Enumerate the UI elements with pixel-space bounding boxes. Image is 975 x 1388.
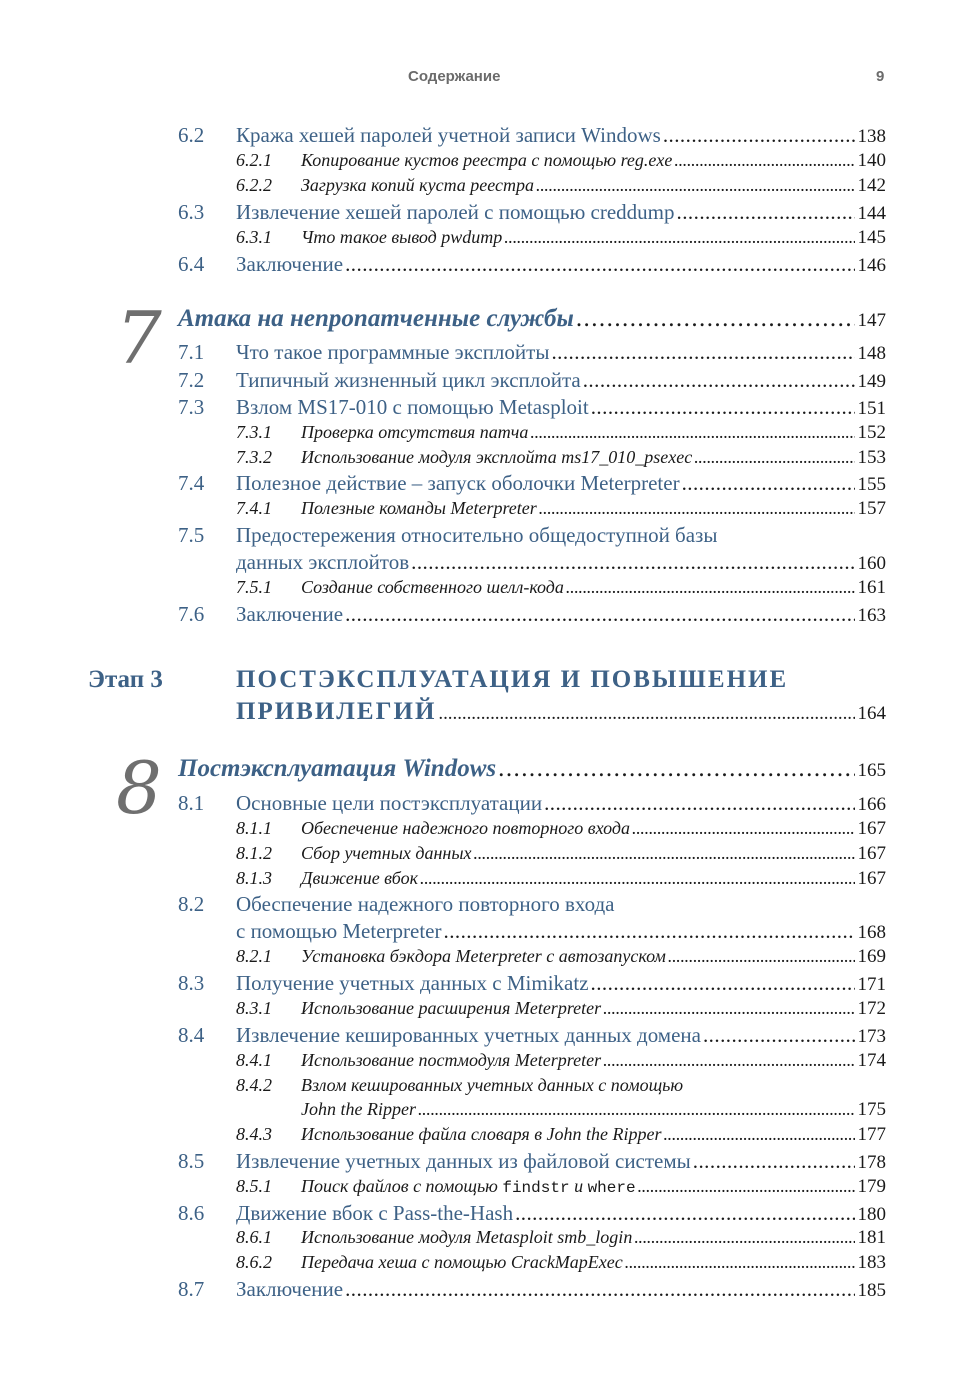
toc-title: Полезные команды Meterpreter: [301, 498, 537, 518]
toc-number: 8.4: [178, 1023, 205, 1047]
toc-number: 8.6.2: [236, 1252, 272, 1272]
toc-entry-8-2[interactable]: [236, 919, 886, 944]
toc-page: 148: [857, 343, 886, 364]
dot-leader: [539, 498, 855, 519]
toc-number: 8.3: [178, 971, 205, 995]
dot-leader: [530, 422, 854, 443]
toc-page: 168: [857, 922, 886, 943]
toc-entry-8-4-2[interactable]: [301, 1099, 886, 1121]
toc-number: 8.2.1: [236, 946, 272, 966]
toc-title: Обеспечение надежного повторного входа: [236, 892, 615, 916]
toc-number: 6.3.1: [236, 227, 272, 247]
toc-page: 177: [857, 1124, 886, 1145]
toc-number: 8.6.1: [236, 1227, 272, 1247]
toc-entry-7-4[interactable]: [178, 471, 886, 496]
dot-leader: [663, 123, 855, 148]
toc-entry-6-3-1[interactable]: [236, 227, 886, 249]
toc-number: 8.5: [178, 1149, 205, 1173]
toc-entry-8-2-line1[interactable]: [178, 892, 615, 917]
toc-entry-8-4-1[interactable]: [236, 1050, 886, 1072]
toc-title: Извлечение хешей паролей с помощью creddump: [236, 200, 675, 224]
toc-entry-8-3-1[interactable]: [236, 998, 886, 1020]
toc-number: 8.1.1: [236, 818, 272, 838]
toc-number: 7.3.1: [236, 422, 272, 442]
toc-entry-8-3[interactable]: [178, 971, 886, 996]
toc-page: 144: [857, 203, 886, 224]
toc-title: Извлечение кешированных учетных данных домена: [236, 1023, 701, 1047]
toc-title: Создание собственного шелл-кода: [301, 577, 564, 597]
dot-leader: [345, 602, 854, 627]
dot-leader: [674, 150, 854, 171]
toc-entry-7-1[interactable]: [178, 340, 886, 365]
toc-page: 155: [857, 474, 886, 495]
dot-leader: [411, 550, 854, 575]
toc-title: Копирование кустов реестра с помощью reg.exe: [301, 150, 673, 170]
toc-title: Использование постмодуля Meterpreter: [301, 1050, 602, 1070]
dot-leader: [603, 1050, 854, 1071]
dot-leader: [515, 1201, 854, 1226]
toc-title: Заключение: [236, 602, 344, 626]
dot-leader: [498, 755, 854, 783]
toc-entry-6-2-2[interactable]: [236, 175, 886, 197]
dot-leader: [504, 227, 854, 248]
toc-title: Использование модуля эксплойта ms17_010_psexec: [301, 447, 693, 467]
toc-number: 6.2.2: [236, 175, 272, 195]
dot-leader: [345, 252, 854, 277]
toc-number: 6.3: [178, 200, 205, 224]
toc-page: 142: [857, 175, 886, 196]
code-findstr: findstr: [502, 1179, 570, 1197]
toc-entry-8-1-3[interactable]: [236, 868, 886, 890]
toc-title: Использование расширения Meterpreter: [301, 998, 602, 1018]
toc-chapter-title: Атака на непропатченные службы: [178, 305, 574, 332]
dot-leader: [668, 946, 855, 967]
toc-page: 140: [857, 150, 886, 171]
toc-entry-7-3[interactable]: [178, 395, 886, 420]
toc-number: 7.3.2: [236, 447, 272, 467]
toc-number: 8.1.3: [236, 868, 272, 888]
toc-page: 160: [857, 553, 886, 574]
toc-page: 169: [857, 946, 886, 967]
toc-number: 8.3.1: [236, 998, 272, 1018]
dot-leader: [591, 395, 855, 420]
toc-entry-7-3-1[interactable]: [236, 422, 886, 444]
toc-page: 164: [857, 703, 886, 724]
toc-title-continued: с помощью Meterpreter: [236, 919, 442, 943]
toc-number: 7.5: [178, 523, 205, 547]
toc-entry-8-2-1[interactable]: [236, 946, 886, 968]
toc-title: Полезное действие – запуск оболочки Meterpreter: [236, 471, 680, 495]
toc-entry-6-4[interactable]: [178, 252, 886, 277]
toc-entry-8-1-2[interactable]: [236, 843, 886, 865]
toc-page: 165: [857, 760, 886, 781]
toc-page: 183: [857, 1252, 886, 1273]
toc-chapter-7[interactable]: [178, 305, 886, 333]
toc-entry-8-4-2-line1[interactable]: [236, 1075, 684, 1096]
dot-leader: [703, 1023, 855, 1048]
toc-page: 161: [857, 577, 886, 598]
toc-number: 7.6: [178, 602, 205, 626]
dot-leader: [663, 1124, 854, 1145]
toc-entry-7-5-line1[interactable]: [178, 523, 718, 548]
toc-number: 8.5.1: [236, 1176, 272, 1196]
toc-number: 8.4.2: [236, 1075, 272, 1095]
toc-page: 171: [857, 974, 886, 995]
toc-entry-7-6[interactable]: [178, 602, 886, 627]
toc-entry-8-6-2[interactable]: [236, 1252, 886, 1274]
toc-number: 7.2: [178, 368, 205, 392]
toc-page: 145: [857, 227, 886, 248]
dot-leader: [638, 1176, 855, 1197]
toc-number: 8.1: [178, 791, 205, 815]
toc-title: Загрузка копий куста реестра: [301, 175, 535, 195]
toc-title-continued: данных эксплойтов: [236, 550, 410, 574]
toc-page: 167: [857, 868, 886, 889]
toc-page: 174: [857, 1050, 886, 1071]
dot-leader: [536, 175, 854, 196]
toc-title: Передача хеша с помощью CrackMapExec: [301, 1252, 623, 1272]
dot-leader: [576, 305, 855, 333]
toc-page: 185: [857, 1280, 886, 1301]
toc-page: 179: [857, 1176, 886, 1197]
toc-page: 151: [857, 398, 886, 419]
toc-entry-6-2[interactable]: [178, 123, 886, 148]
toc-number: 7.4: [178, 471, 205, 495]
toc-number: 7.4.1: [236, 498, 272, 518]
dot-leader: [566, 577, 855, 598]
toc-entry-8-5-1[interactable]: [236, 1176, 886, 1198]
toc-title: Заключение: [236, 252, 344, 276]
toc-page: 167: [857, 818, 886, 839]
dot-leader: [544, 791, 854, 816]
dot-leader: [603, 998, 854, 1019]
toc-page: 152: [857, 422, 886, 443]
toc-number: 6.2.1: [236, 150, 272, 170]
toc-title: Движение вбок: [301, 868, 418, 888]
toc-entry-8-1[interactable]: [178, 791, 886, 816]
dot-leader: [682, 471, 855, 496]
toc-title: Типичный жизненный цикл эксплойта: [236, 368, 581, 392]
toc-stage-3[interactable]: [236, 698, 886, 726]
dot-leader: [632, 818, 854, 839]
toc-title: Что такое вывод pwdump: [301, 227, 503, 247]
toc-entry-8-1-1[interactable]: [236, 818, 886, 840]
toc-page: 173: [857, 1026, 886, 1047]
toc-title: Извлечение учетных данных из файловой системы: [236, 1149, 691, 1173]
dot-leader: [693, 1149, 855, 1174]
toc-title: Движение вбок с Pass-the-Hash: [236, 1201, 514, 1225]
toc-title: Установка бэкдора Meterpreter с автозапуском: [301, 946, 666, 966]
dot-leader: [583, 368, 855, 393]
toc-page: 149: [857, 371, 886, 392]
chapter-7-big-number: 7: [116, 296, 162, 380]
toc-number: 6.2: [178, 123, 205, 147]
toc-page: 180: [857, 1204, 886, 1225]
toc-title: Предостережения относительно общедоступной базы: [236, 523, 718, 547]
toc-number: 8.4.3: [236, 1124, 272, 1144]
dot-leader: [420, 868, 855, 889]
dot-leader: [625, 1252, 855, 1273]
toc-title: Проверка отсутствия патча: [301, 422, 529, 442]
toc-entry-8-4[interactable]: [178, 1023, 886, 1048]
chapter-8-big-number: 8: [116, 746, 162, 830]
toc-page: 138: [857, 126, 886, 147]
toc-page: 172: [857, 998, 886, 1019]
toc-title: Что такое программные эксплойты: [236, 340, 550, 364]
toc-page: 147: [857, 310, 886, 331]
dot-leader: [694, 447, 854, 468]
dot-leader: [551, 340, 854, 365]
toc-page: 175: [857, 1099, 886, 1120]
toc-page: 178: [857, 1152, 886, 1173]
dot-leader: [677, 200, 855, 225]
code-where: where: [587, 1179, 636, 1197]
toc-title: Взлом кешированных учетных данных с помощью: [301, 1075, 684, 1095]
toc-number: 8.2: [178, 892, 205, 916]
toc-chapter-title: Постэксплуатация Windows: [178, 755, 497, 782]
toc-entry-8-6-1[interactable]: [236, 1227, 886, 1249]
toc-title: Сбор учетных данных: [301, 843, 472, 863]
toc-entry-8-5[interactable]: [178, 1149, 886, 1174]
toc-entry-6-3[interactable]: [178, 200, 886, 225]
toc-title: Основные цели постэксплуатации: [236, 791, 543, 815]
running-header-title: Содержание: [408, 68, 501, 85]
toc-entry-8-6[interactable]: [178, 1201, 886, 1226]
toc-title: Кража хешей паролей учетной записи Windows: [236, 123, 661, 147]
toc-page: 163: [857, 605, 886, 626]
toc-entry-7-5-1[interactable]: [236, 577, 886, 599]
toc-title-continued: John the Ripper: [301, 1099, 416, 1119]
toc-number: 8.1.2: [236, 843, 272, 863]
toc-title: Использование модуля Metasploit smb_login: [301, 1227, 633, 1247]
toc-number: 7.3: [178, 395, 205, 419]
toc-number: 7.1: [178, 340, 205, 364]
dot-leader: [418, 1099, 855, 1120]
toc-page: 157: [857, 498, 886, 519]
toc-number: 7.5.1: [236, 577, 272, 597]
toc-title: Получение учетных данных с Mimikatz: [236, 971, 589, 995]
toc-title: Заключение: [236, 1277, 344, 1301]
toc-title: Обеспечение надежного повторного входа: [301, 818, 631, 838]
toc-page: 146: [857, 255, 886, 276]
toc-title-part: и: [569, 1176, 588, 1196]
toc-title: Использование файла словаря в John the Ripper: [301, 1124, 662, 1144]
toc-page: 167: [857, 843, 886, 864]
toc-entry-8-7[interactable]: [178, 1277, 886, 1302]
toc-title: Взлом MS17-010 с помощью Metasploit: [236, 395, 589, 419]
toc-entry-7-5[interactable]: [236, 550, 886, 575]
toc-entry-6-2-1[interactable]: [236, 150, 886, 172]
dot-leader: [474, 843, 855, 864]
toc-number: 8.6: [178, 1201, 205, 1225]
toc-entry-7-3-2[interactable]: [236, 447, 886, 469]
stage-label: Этап 3: [88, 666, 163, 693]
toc-number: 8.7: [178, 1277, 205, 1301]
toc-number: 6.4: [178, 252, 205, 276]
toc-title: [301, 1176, 636, 1197]
toc-page: 166: [857, 794, 886, 815]
dot-leader: [345, 1277, 854, 1302]
dot-leader: [438, 703, 854, 725]
running-header-page-number: 9: [876, 68, 885, 85]
dot-leader: [591, 971, 855, 996]
toc-chapter-8[interactable]: [178, 755, 886, 783]
toc-entry-7-4-1[interactable]: [236, 498, 886, 520]
toc-page: 181: [857, 1227, 886, 1248]
toc-entry-7-2[interactable]: [178, 368, 886, 393]
stage-title-line1[interactable]: ПОСТЭКСПЛУАТАЦИЯ И ПОВЫШЕНИЕ: [236, 666, 789, 693]
toc-number: 8.4.1: [236, 1050, 272, 1070]
toc-title-part: Поиск файлов с помощью: [301, 1176, 503, 1196]
dot-leader: [444, 919, 855, 944]
stage-title-line2: ПРИВИЛЕГИЙ: [236, 698, 437, 725]
toc-page: 153: [857, 447, 886, 468]
toc-entry-8-4-3[interactable]: [236, 1124, 886, 1146]
dot-leader: [634, 1227, 854, 1248]
